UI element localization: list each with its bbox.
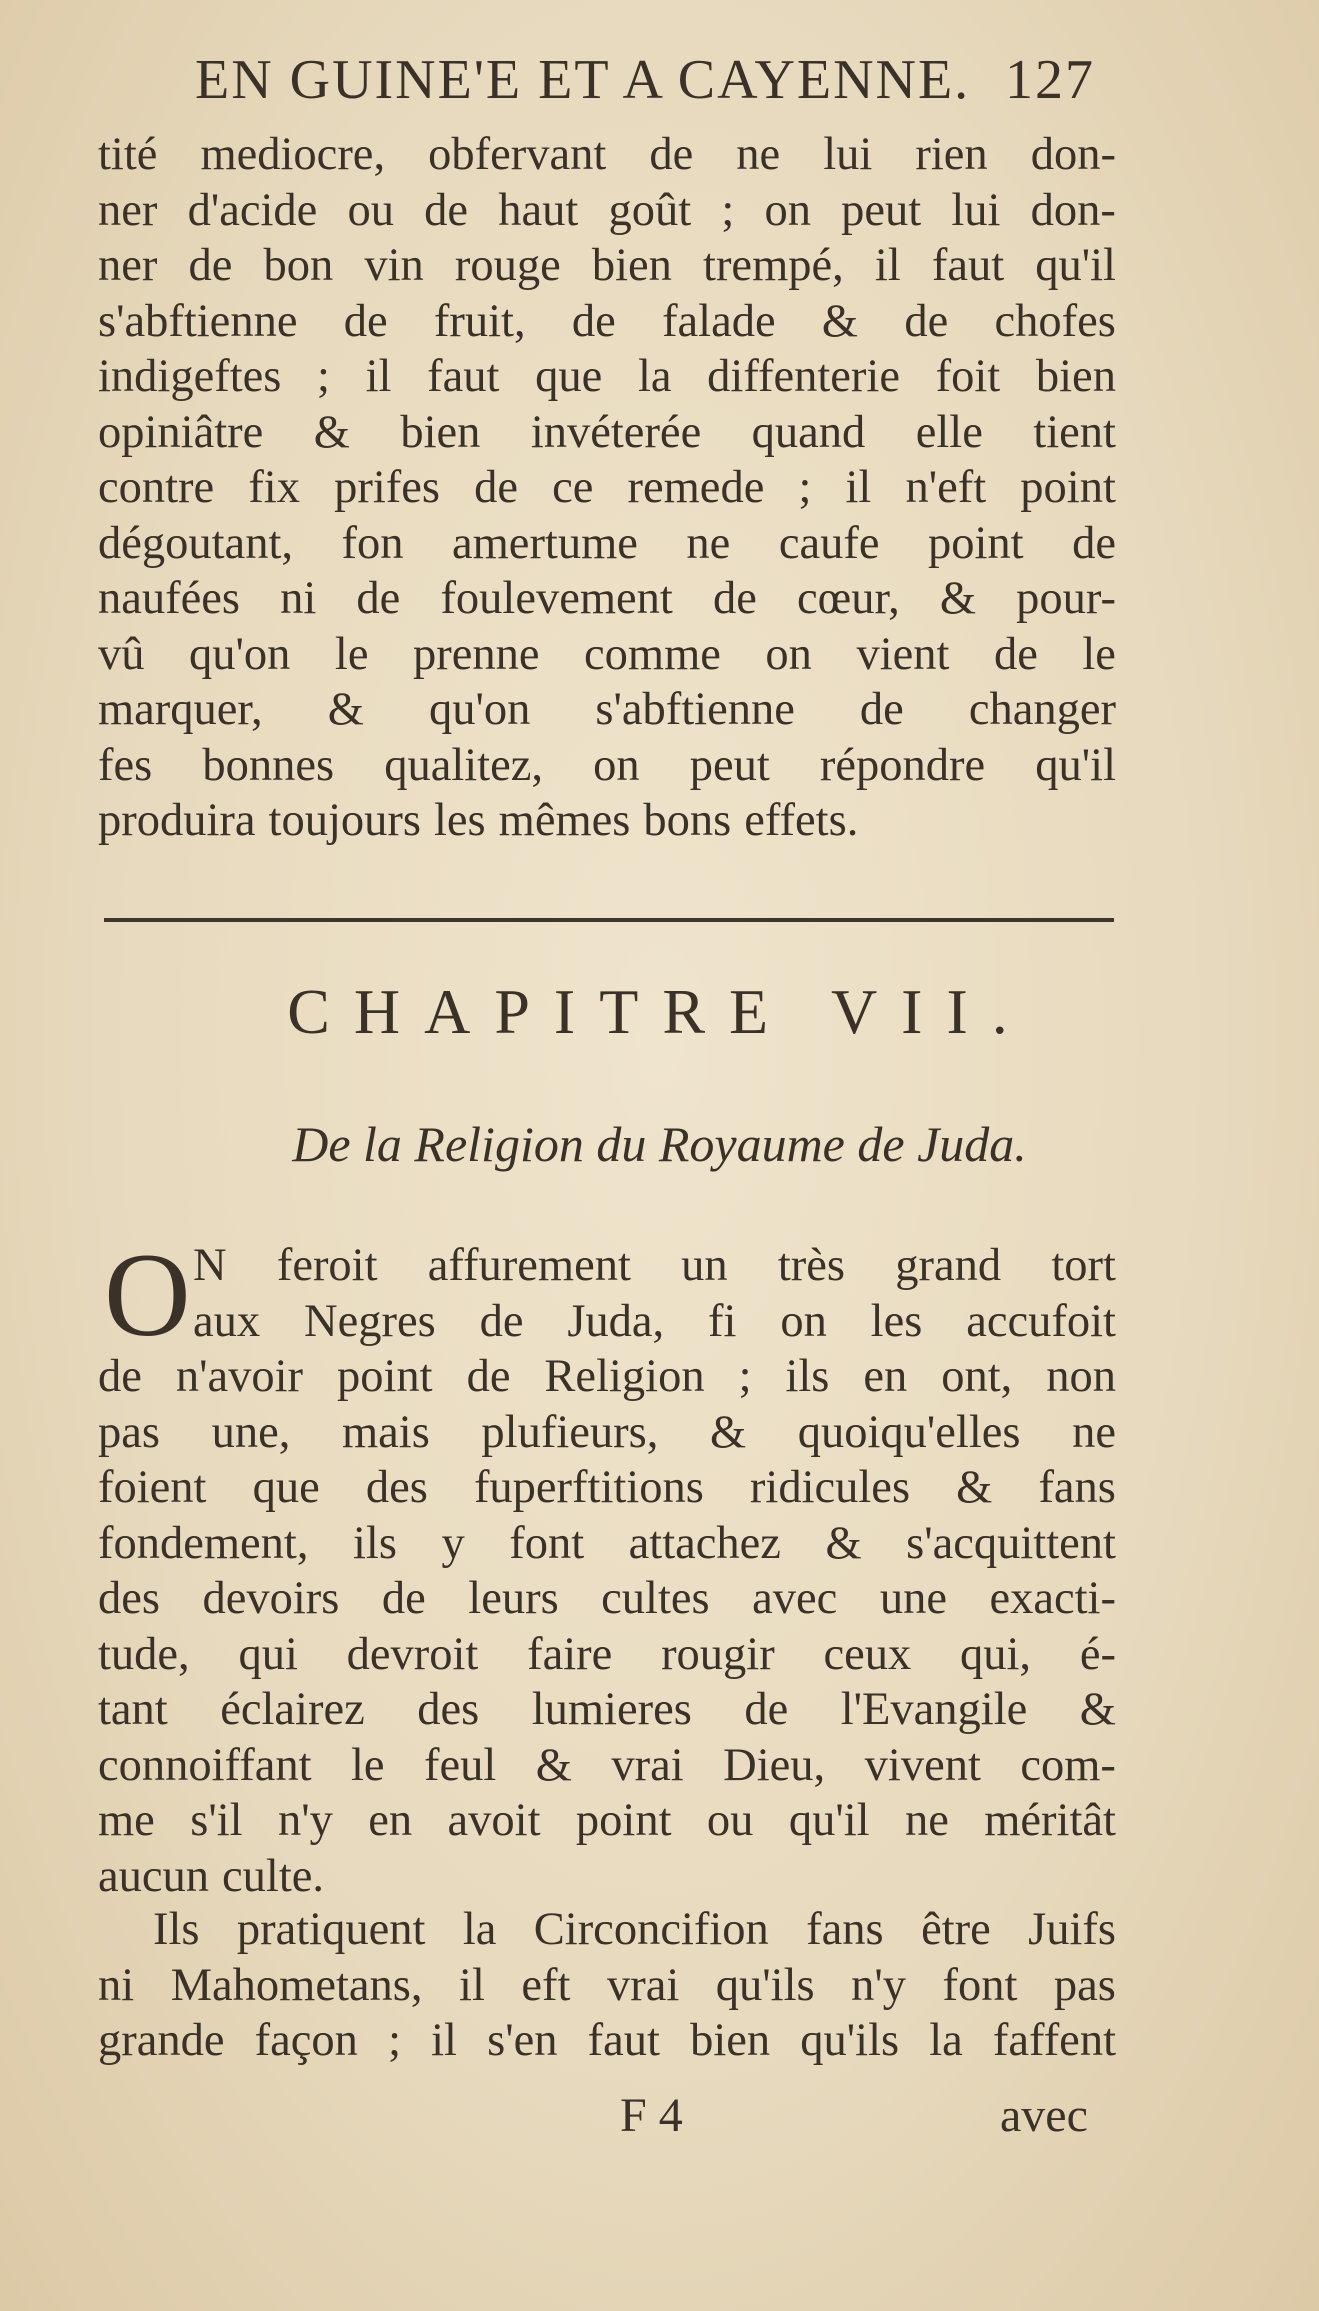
text-line: de n'avoir point de Religion ; ils en ont, non: [98, 1351, 1116, 1402]
text-line: aux Negres de Juda, fi on les accufoit: [193, 1295, 1116, 1347]
text-line: ni Mahometans, il eft vrai qu'ils n'y font pas: [98, 1959, 1116, 2011]
text-line: des devoirs de leurs cultes avec une exacti-: [98, 1573, 1116, 1624]
text-line: ner de bon vin rouge bien trempé, il faut qu'il: [98, 240, 1116, 291]
text-line: opiniâtre & bien invéterée quand elle tient: [98, 406, 1116, 458]
text-line: naufées ni de foulevement de cœur, & pour-: [98, 573, 1116, 624]
running-title: EN GUINE'E ET A CAYENNE.: [195, 49, 971, 111]
text-line: aucun culte.: [98, 1850, 325, 1902]
text-line: contre fix prifes de ce remede ; il n'eft point: [98, 462, 1116, 513]
text-line: tité mediocre, obfervant de ne lui rien don-: [98, 129, 1116, 180]
page-number: 127: [1005, 49, 1095, 111]
chapter-subtitle: De la Religion du Royaume de Juda.: [292, 1116, 1027, 1172]
text-line: N feroit affurement un très grand tort: [193, 1240, 1116, 1291]
drop-cap: O: [104, 1228, 191, 1361]
text-line: s'abftienne de fruit, de falade & de chofes: [98, 295, 1116, 347]
catchword: avec: [1000, 2089, 1088, 2142]
text-line: me s'il n'y en avoit point ou qu'il ne méritât: [98, 1795, 1116, 1846]
text-line: grande façon ; il s'en faut bien qu'ils la faffent: [98, 2015, 1116, 2066]
paragraph-remedy: [98, 127, 1116, 849]
signature-mark: F 4: [620, 2089, 683, 2142]
text-line: vû qu'on le prenne comme on vient de le: [98, 628, 1116, 680]
text-line: dégoutant, fon amertume ne caufe point de: [98, 517, 1116, 569]
text-line: ner d'acide ou de haut goût ; on peut lui don-: [98, 184, 1116, 236]
chapter-divider-rule: [104, 918, 1114, 922]
text-line: pas une, mais plufieurs, & quoiqu'elles ne: [98, 1406, 1116, 1458]
text-line: foient que des fuperftitions ridicules & fans: [98, 1462, 1116, 1513]
text-line: tant éclairez des lumieres de l'Evangile &: [98, 1684, 1116, 1735]
running-header: [195, 48, 1095, 118]
text-line: Ils pratiquent la Circoncifion fans être Juifs: [153, 1904, 1116, 1955]
text-line: marquer, & qu'on s'abftienne de changer: [98, 684, 1116, 735]
text-line: fes bonnes qualitez, on peut répondre qu'il: [98, 739, 1116, 791]
chapter-heading: CHAPITRE VII.: [287, 976, 1032, 1047]
paragraph-religion: [98, 1238, 1116, 1904]
text-line: connoiffant le feul & vrai Dieu, vivent com-: [98, 1739, 1116, 1791]
paragraph-circumcision: [98, 1902, 1116, 2069]
text-line: indigeftes ; il faut que la diffenterie foit bien: [98, 351, 1116, 402]
text-line: fondement, ils y font attachez & s'acquittent: [98, 1517, 1116, 1569]
page-footer: [0, 2088, 1319, 2148]
text-line: tude, qui devroit faire rougir ceux qui, é-: [98, 1628, 1116, 1680]
text-line: produira toujours les mêmes bons effets.: [98, 795, 859, 846]
